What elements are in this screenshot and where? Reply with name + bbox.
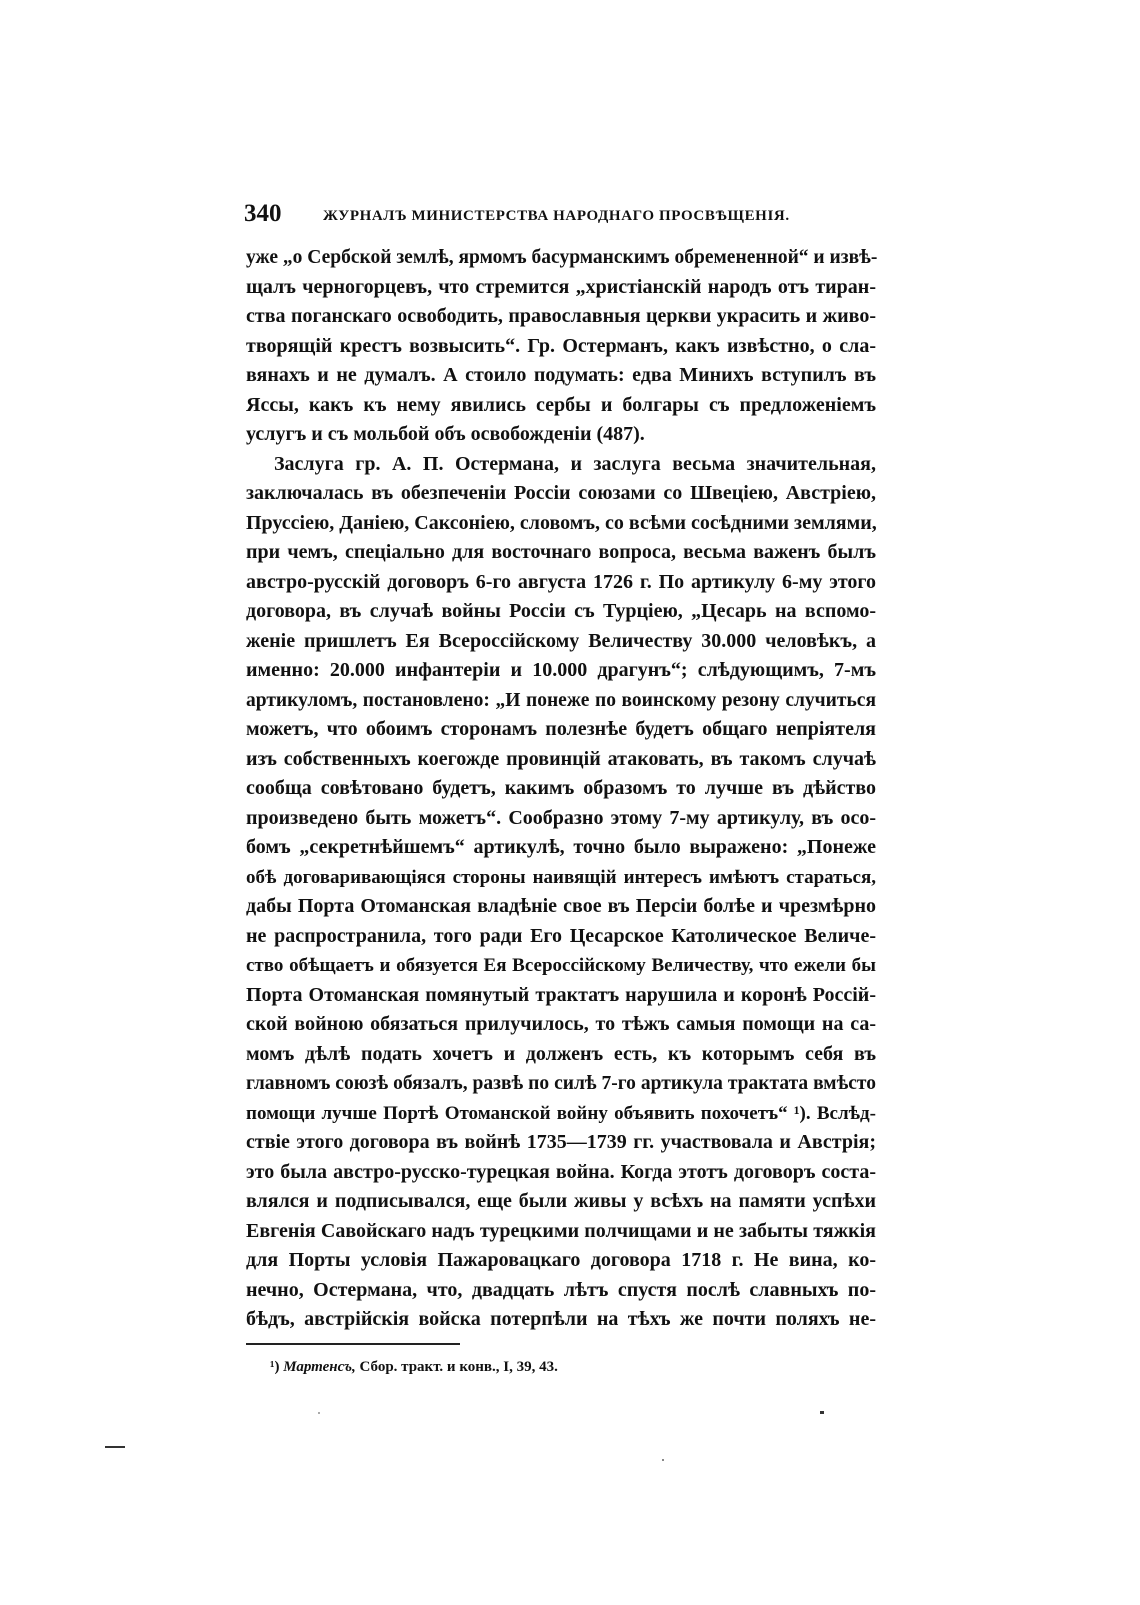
text-line: заключалась въ обезпеченіи Россіи союзами со Швеціею, Австріею, <box>246 482 876 504</box>
text-line: ской войною обязаться прилучилось, то тѣжъ самыя помощи на са- <box>246 1013 876 1035</box>
text-line: нечно, Остермана, что, двадцать лѣтъ спустя послѣ славныхъ по- <box>246 1278 876 1301</box>
paragraph-start-line: Заслуга гр. А. П. Остермана, и заслуга весьма значительная, <box>274 452 876 475</box>
text-line: для Порты условія Пажаровацкаго договора 1718 г. Не вина, ко- <box>246 1249 876 1271</box>
footnote-marker: ¹) <box>270 1359 280 1375</box>
text-line: творящій крестъ возвысить“. Гр. Остерманъ, какъ извѣстно, о сла- <box>246 334 876 357</box>
text-line: договора, въ случаѣ войны Россіи съ Турціею, „Цесарь на вспомо- <box>246 600 876 622</box>
body-text <box>246 243 876 1335</box>
page-header <box>244 196 864 236</box>
text-line: изъ собственныхъ коегожде провинцій атаковать, въ такомъ случаѣ <box>246 747 876 770</box>
footnote <box>270 1359 558 1376</box>
text-line: Евгенія Савойскаго надъ турецкими полчищами и не забыты тяжкія <box>246 1219 876 1242</box>
text-line: уже „о Сербской землѣ, ярмомъ басурманскимъ обремененной“ и извѣ- <box>246 247 878 268</box>
text-line: услугъ и съ мольбой объ освобожденіи (487). <box>246 423 645 445</box>
scan-dash-artifact <box>105 1446 125 1448</box>
text-line: ство обѣщаетъ и обязуется Ея Всероссійскому Величеству, что ежели бы <box>246 955 876 976</box>
text-line: бомъ „секретнѣйшемъ“ артикулѣ, точно было выражено: „Понеже <box>246 836 876 858</box>
footnote-divider <box>246 1343 460 1345</box>
text-line: вянахъ и не думалъ. А стоило подумать: едва Минихъ вступилъ въ <box>246 364 876 386</box>
text-line: ствіе этого договора въ войнѣ 1735—1739 гг. участвовала и Австрія; <box>246 1131 876 1153</box>
running-title: ЖУРНАЛЪ МИНИСТЕРСТВА НАРОДНАГО ПРОСВѢЩЕНІЯ. <box>323 208 790 224</box>
text-line: можетъ, что обоимъ сторонамъ полезнѣе будетъ общаго непріятеля <box>246 718 876 740</box>
footnote-author: Мартенсъ, <box>283 1359 356 1375</box>
text-line: щалъ черногорцевъ, что стремится „христіанскій народъ отъ тиран- <box>246 275 876 298</box>
text-line: сообща совѣтовано будетъ, какимъ образомъ то лучше въ дѣйство <box>246 777 876 799</box>
text-line: Порта Отоманская помянутый трактатъ нарушила и коронѣ Россій- <box>246 983 876 1006</box>
footnote-citation: Сбор. тракт. и конв., I, 39, 43. <box>359 1359 558 1375</box>
text-line: австро-русскій договоръ 6-го августа 1726 г. По артикулу 6-му этого <box>246 570 876 593</box>
text-line: ства поганскаго освободить, православныя церкви украсить и живо- <box>246 305 876 327</box>
scan-dot-artifact <box>820 1411 824 1414</box>
text-line: при чемъ, спеціально для восточнаго вопроса, весьма важенъ былъ <box>246 541 876 563</box>
text-line: момъ дѣлѣ подать хочетъ и долженъ есть, къ которымъ себя въ <box>246 1042 876 1065</box>
text-line: главномъ союзѣ обязалъ, развѣ по силѣ 7-го артикула трактата вмѣсто <box>246 1073 876 1094</box>
text-line: помощи лучше Портѣ Отоманской войну объявить похочетъ“ ¹). Вслѣд- <box>246 1102 876 1124</box>
text-line: дабы Порта Отоманская владѣніе свое въ Персіи болѣе и чрезмѣрно <box>246 895 876 917</box>
text-line: артикуломъ, постановлено: „И понеже по воинскому резону случиться <box>246 689 876 711</box>
scan-dot-artifact <box>662 1459 664 1461</box>
text-line: обѣ договаривающіяся стороны наивящій интересъ имѣютъ стараться, <box>246 866 876 888</box>
text-line: влялся и подписывался, еще были живы у всѣхъ на памяти успѣхи <box>246 1190 876 1212</box>
text-line: именно: 20.000 инфантеріи и 10.000 драгунъ“; слѣдующимъ, 7-мъ <box>246 659 876 681</box>
text-line: произведено быть можетъ“. Сообразно этому 7-му артикулу, въ осо- <box>246 806 876 829</box>
text-line: это была австро-русско-турецкая война. Когда этотъ договоръ соста- <box>246 1160 876 1183</box>
text-line: женіе пришлетъ Ея Всероссійскому Величеству 30.000 человѣкъ, а <box>246 629 876 652</box>
page-number: 340 <box>244 200 282 227</box>
scan-dot-artifact <box>318 1412 320 1414</box>
text-line: Пруссіею, Даніею, Саксоніею, словомъ, со всѣми сосѣдними землями, <box>246 511 877 534</box>
text-line: не распространила, того ради Его Цесарское Католическое Величе- <box>246 924 876 947</box>
text-line: бѣдъ, австрійскія войска потерпѣли на тѣхъ же почти поляхъ не- <box>246 1308 876 1330</box>
text-line: Яссы, какъ къ нему явились сербы и болгары съ предложеніемъ <box>246 393 876 416</box>
